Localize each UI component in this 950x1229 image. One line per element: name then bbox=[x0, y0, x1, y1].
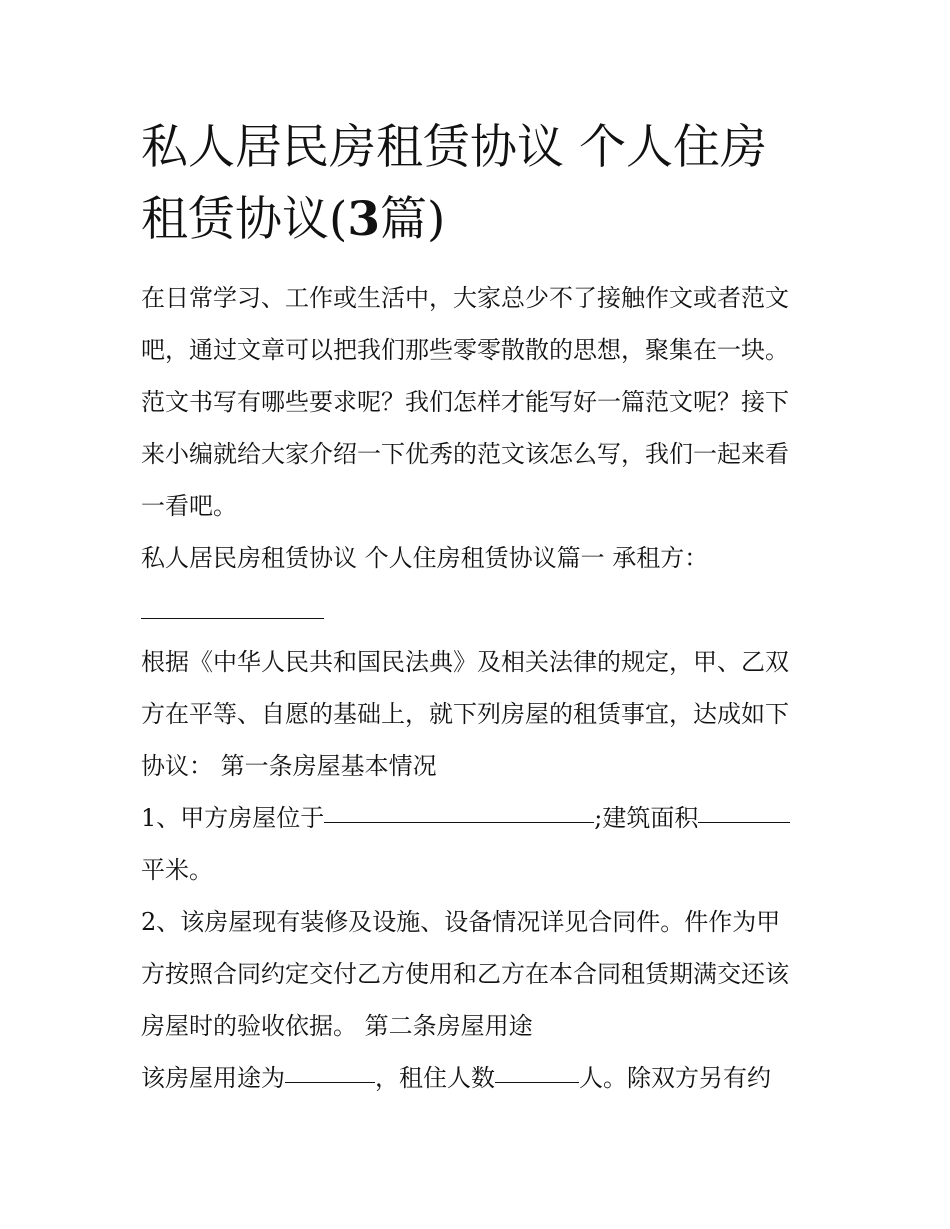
paragraph-line: 房屋时的验收依据。 第二条房屋用途 bbox=[141, 1012, 533, 1040]
intro-line: 在日常学习、工作或生活中，大家总少不了接触作文或者范文 bbox=[141, 284, 789, 312]
blank-underline bbox=[141, 584, 324, 619]
title-line-2-prefix: 租赁协议( bbox=[141, 192, 348, 247]
title-number: 3 bbox=[347, 192, 381, 247]
signature-blank bbox=[141, 584, 813, 636]
paragraph-line: 协议： 第一条房屋基本情况 bbox=[141, 752, 437, 780]
usage-label: 该房屋用途为 bbox=[141, 1064, 285, 1092]
occupants-label: ，租住人数 bbox=[375, 1064, 495, 1092]
item-1-area-label: ;建筑面积 bbox=[594, 804, 699, 832]
title-line-2-suffix: 篇) bbox=[380, 192, 446, 247]
usage-line bbox=[141, 1052, 813, 1104]
item-1-unit: 平米。 bbox=[141, 856, 213, 884]
area-blank bbox=[698, 792, 790, 823]
intro-line: 来小编就给大家介绍一下优秀的范文该怎么写，我们一起来看 bbox=[141, 440, 789, 468]
intro-line: 一看吧。 bbox=[141, 492, 237, 520]
paragraph-line: 方按照合同约定交付乙方使用和乙方在本合同租赁期满交还该 bbox=[141, 960, 789, 988]
usage-blank bbox=[285, 1052, 375, 1083]
title-line-1: 私人居民房租赁协议 个人住房 bbox=[141, 120, 767, 175]
section-heading: 私人居民房租赁协议 个人住房租赁协议篇一 承租方： bbox=[141, 544, 709, 572]
document-title bbox=[141, 112, 813, 256]
item-1-location-label: 1、甲方房屋位于 bbox=[141, 804, 325, 832]
intro-line: 吧，通过文章可以把我们那些零零散散的思想，聚集在一块。 bbox=[141, 336, 789, 364]
intro-line: 范文书写有哪些要求呢？我们怎样才能写好一篇范文呢？接下 bbox=[141, 388, 789, 416]
paragraph-line: 根据《中华人民共和国民法典》及相关法律的规定，甲、乙双 bbox=[141, 648, 789, 676]
paragraph-line: 2、该房屋现有装修及设施、设备情况详见合同件。件作为甲 bbox=[141, 908, 781, 936]
document-body bbox=[141, 272, 813, 1104]
location-blank bbox=[324, 792, 594, 823]
usage-tail: 人。除双方另有约 bbox=[579, 1064, 771, 1092]
occupants-blank bbox=[495, 1052, 579, 1083]
title-line-2 bbox=[141, 184, 813, 256]
document-page bbox=[141, 112, 813, 1104]
item-1-line bbox=[141, 792, 813, 844]
paragraph-line: 方在平等、自愿的基础上，就下列房屋的租赁事宜，达成如下 bbox=[141, 700, 789, 728]
